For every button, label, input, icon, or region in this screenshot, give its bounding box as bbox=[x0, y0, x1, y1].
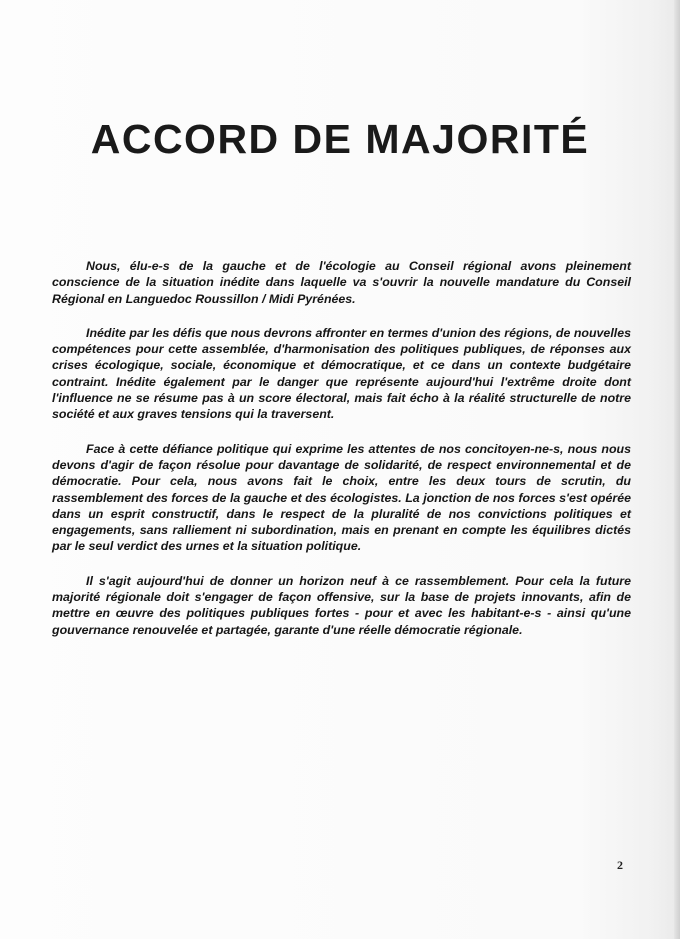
paragraph-4: Il s'agit aujourd'hui de donner un horizon neuf à ce rassemblement. Pour cela la future majorité régionale doit s'engager de façon offensive, sur la base de projets innovants, afin de mettre en œuvre des politiques publiques fortes - pour et avec les habitant-e-s - ainsi qu'une gouvernance renouvelée et partagée, garante d'une réelle démocratie régionale. bbox=[52, 573, 631, 637]
paragraph-2: Inédite par les défis que nous devrons affronter en termes d'union des régions, de nouvelles compétences pour cette assemblée, d'harmonisation des politiques publiques, de réponses aux crises écologique, sociale, économique et démocratique, et ce dans un contexte budgétaire contraint. Inédite également par le danger que représente aujourd'hui l'extrême droite dont l'influence ne se résume pas à un score électoral, mais fait écho à la réalité structurelle de notre société et aux graves tensions qui la traversent. bbox=[52, 325, 631, 422]
page-number: 2 bbox=[617, 858, 623, 872]
paragraph-1: Nous, élu-e-s de la gauche et de l'écologie au Conseil régional avons pleinement conscience de la situation inédite dans laquelle va s'ouvrir la nouvelle mandature du Conseil Régional en Languedoc Roussillon / Midi Pyrénées. bbox=[52, 259, 631, 306]
paragraph-3: Face à cette défiance politique qui exprime les attentes de nos concitoyen-ne-s, nous nous devons d'agir de façon résolue pour davantage de solidarité, de respect environnemental et de démocratie. Pour cela, nous avons fait le choix, entre les deux tours de scrutin, du rassemblement des forces de la gauche et des écologistes. La jonction de nos forces s'est opérée dans un esprit constructif, dans le respect de la pluralité de nos convictions politiques et engagements, sans ralliement ni subordination, mais en prenant en compte les équilibres dictés par le seul verdict des urnes et la situation politique. bbox=[52, 441, 631, 554]
document-body bbox=[52, 258, 631, 656]
document-title: ACCORD DE MAJORITÉ bbox=[90, 116, 590, 162]
